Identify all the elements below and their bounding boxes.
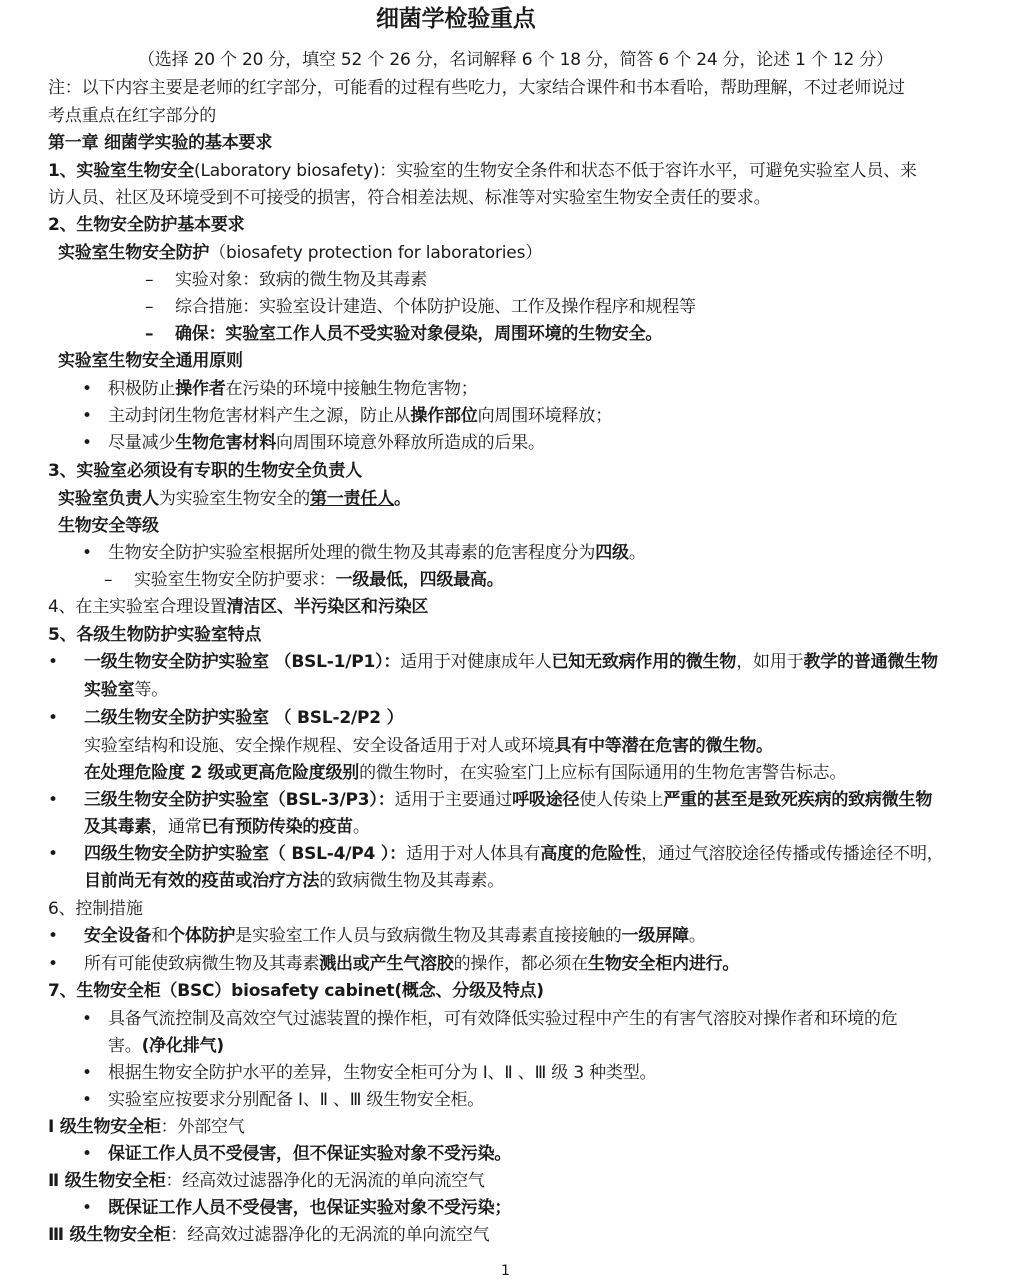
responsible-person-line: 实验室负责人为实验室生物安全的第一责任人。 [58, 489, 411, 509]
section-6-heading: 6、控制措施 [48, 899, 143, 919]
dash-marker: – [104, 570, 113, 590]
note-line-2: 考点重点在红字部分的 [48, 106, 216, 126]
bullet-marker: • [82, 433, 92, 453]
bullet-marker: • [82, 1009, 92, 1029]
list-item: • 既保证工作人员不受侵害，也保证实验对象不受污染； [82, 1195, 511, 1221]
dash-item: – 实验室生物安全防护要求：一级最低，四级最高。 [104, 567, 504, 593]
bullet-marker: • [82, 543, 92, 563]
dash-item: – 综合措施：实验室设计建造、个体防护设施、工作及操作程序和规程等 [145, 294, 696, 320]
bullet-marker: • [48, 790, 58, 810]
bullet-marker: • [48, 844, 58, 864]
list-item: • 根据生物安全防护水平的差异，生物安全柜可分为 Ⅰ、Ⅱ 、Ⅲ 级 3 种类型。 [82, 1060, 656, 1086]
section-2-subheading: 实验室生物安全防护（biosafety protection for laboratories） [58, 243, 543, 263]
class-2-cabinet-line: Ⅱ 级生物安全柜：经高效过滤器净化的无涡流的单向流空气 [48, 1171, 485, 1191]
list-item: • 一级生物安全防护实验室 （BSL-1/P1）：适用于对健康成年人已知无致病作用的微生物，如用于教学的普通微生物 [48, 649, 938, 675]
bullet-marker: • [82, 1198, 92, 1218]
page-number: 1 [501, 1263, 510, 1279]
section-2-heading: 2、生物安全防护基本要求 [48, 215, 245, 235]
bullet-marker: • [48, 926, 58, 946]
bullet-marker: • [48, 954, 58, 974]
list-item: • 三级生物安全防护实验室（BSL-3/P3）：适用于主要通过呼吸途径使人传染上严重的甚至是致死疾病的致病微生物 [48, 787, 932, 813]
note-line-1: 注：以下内容主要是老师的红字部分，可能看的过程有些吃力，大家结合课件和书本看哈，帮助理解，不过老师说过 [48, 78, 905, 98]
list-item: • 保证工作人员不受侵害，但不保证实验对象不受污染。 [82, 1141, 511, 1167]
bullet-marker: • [82, 406, 92, 426]
list-item-continuation: 及其毒素，通常已有预防传染的疫苗。 [84, 817, 370, 837]
section-3-heading: 3、实验室必须设有专职的生物安全负责人 [48, 461, 363, 481]
dash-marker: – [145, 324, 154, 344]
bullet-marker: • [48, 708, 58, 728]
list-item: • 尽量减少生物危害材料向周围环境意外释放所造成的后果。 [82, 430, 545, 456]
dash-marker: – [145, 297, 154, 317]
list-item: • 二级生物安全防护实验室 （ BSL-2/P2 ） [48, 705, 403, 731]
section-1-line-2: 访人员、社区及环境受到不可接受的损害，符合相差法规、标准等对实验室生物安全责任的要求。 [48, 188, 771, 208]
bullet-marker: • [82, 379, 92, 399]
class-3-cabinet-line: Ⅲ 级生物安全柜：经高效过滤器净化的无涡流的单向流空气 [48, 1225, 490, 1245]
document-title: 细菌学检验重点 [376, 6, 536, 32]
section-5-heading: 5、各级生物防护实验室特点 [48, 625, 262, 645]
list-item: • 实验室应按要求分别配备 Ⅰ、Ⅱ 、Ⅲ 级生物安全柜。 [82, 1087, 484, 1113]
principles-heading: 实验室生物安全通用原则 [58, 351, 243, 371]
list-item-continuation: 目前尚无有效的疫苗或治疗方法的致病微生物及其毒素。 [84, 871, 505, 891]
bullet-marker: • [82, 1063, 92, 1083]
score-info: （选择 20 个 20 分，填空 52 个 26 分，名词解释 6 个 18 分，简答 6 个 24 分，论述 1 个 12 分） [138, 50, 893, 70]
section-1-heading: 1、实验室生物安全 [48, 161, 195, 181]
section-4-heading: 4、在主实验室合理设置清洁区、半污染区和污染区 [48, 597, 429, 617]
bullet-marker: • [82, 1090, 92, 1110]
bullet-marker: • [82, 1144, 92, 1164]
chapter-heading: 第一章 细菌学实验的基本要求 [48, 133, 273, 153]
section-7-heading: 7、生物安全柜（BSC）biosafety cabinet(概念、分级及特点) [48, 981, 544, 1001]
biosafety-level-heading: 生物安全等级 [58, 516, 159, 536]
list-item: • 具备气流控制及高效空气过滤装置的操作柜，可有效降低实验过程中产生的有害气溶胶对操作者和环境的危 [82, 1006, 898, 1032]
list-item-continuation: 在处理危险度 2 级或更高危险度级别的微生物时，在实验室门上应标有国际通用的生物危害警告标志。 [84, 763, 847, 783]
list-item: • 主动封闭生物危害材料产生之源，防止从操作部位向周围环境释放； [82, 403, 612, 429]
list-item: • 生物安全防护实验室根据所处理的微生物及其毒素的危害程度分为四级。 [82, 540, 646, 566]
bullet-marker: • [48, 652, 58, 672]
list-item: • 积极防止操作者在污染的环境中接触生物危害物； [82, 376, 478, 402]
list-item-continuation: 害。(净化排气) [108, 1036, 224, 1056]
dash-item: – 实验对象：致病的微生物及其毒素 [145, 267, 427, 293]
list-item-continuation: 实验室结构和设施、安全操作规程、安全设备适用于对人或环境具有中等潜在危害的微生物。 [84, 736, 773, 756]
dash-marker: – [145, 270, 154, 290]
list-item: • 四级生物安全防护实验室（ BSL-4/P4 ）：适用于对人体具有高度的危险性，通过气溶胶途径传播或传播途径不明， [48, 841, 944, 867]
list-item: • 安全设备和个体防护是实验室工作人员与致病微生物及其毒素直接接触的一级屏障。 [48, 923, 706, 949]
list-item: • 所有可能使致病微生物及其毒素溅出或产生气溶胶的操作，都必须在生物安全柜内进行。 [48, 951, 739, 977]
section-1-line-1: 1、实验室生物安全(Laboratory biosafety)：实验室的生物安全条件和状态不低于容许水平，可避免实验室人员、来 [48, 161, 917, 181]
class-1-cabinet-line: Ⅰ 级生物安全柜：外部空气 [48, 1117, 245, 1137]
dash-item: – 确保：实验室工作人员不受实验对象侵染，周围环境的生物安全。 [145, 321, 662, 347]
list-item-continuation: 实验室等。 [84, 680, 169, 700]
